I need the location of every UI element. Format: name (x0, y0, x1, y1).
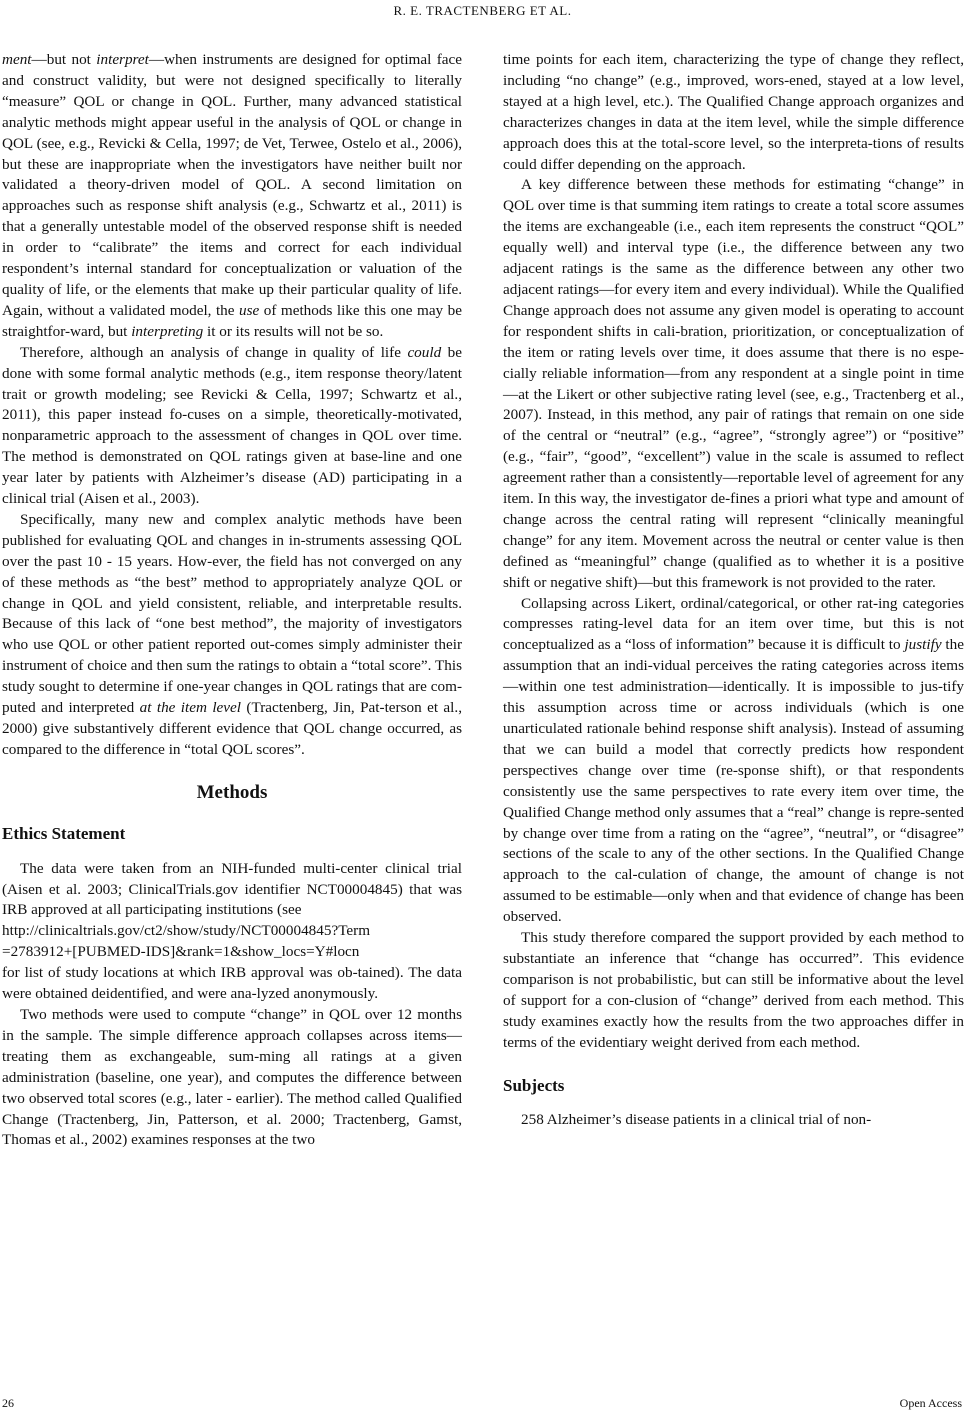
text-run: The data were taken from an NIH-funded multi-center clinical trial (Aisen et al. 2003; ClinicalTrials.gov identifier NCT00004845) that was IRB approved at all participating institutions (see (2, 859, 462, 919)
paragraph (503, 175, 964, 593)
text-run: Therefore, although an analysis of change in quality of life (20, 343, 408, 361)
text-run: of methods like this one may be straightfor-ward, but (2, 301, 462, 340)
text-run: be done with some formal analytic methods (e.g., item response theory/latent trait or growth modeling; see Revicki & Cella, 1997; Schwartz et al., 2011), this paper instead fo-cuses on a simple, theoretically-motivated, nonparametric approach to the assessment of changes in QOL over time. The method is demonstrated on QOL ratings given at base-line and one year later by patients with Alzheimer’s disease (AD) participating in a clinical trial (Aisen et al., 2003). (2, 343, 463, 508)
text-run: time points for each item, characterizing the type of change they reflect, including “no change” (e.g., improved, wors-ened, stayed at a low level, stayed at a high level, etc.). The Qualified Change approach organizes and characterizes changes in data at the item level, while the simple difference approach does this at the total-score level, so the interpreta-tions of results could differ depending on the approach. (503, 51, 964, 173)
paragraph (2, 1005, 462, 1151)
text-run: —when instruments are designed for optimal face and construct validity, but were not designed specifically to literally “measure” QOL or change in QOL. Further, many advanced statistical analytic methods might appear useful in the analysis of QOL or change in QOL (see, e.g., Revicki & Cella, 1997; de Vet, Terwee, Ostelo et al., 2006), but these are inappropriate when the investigators have neither built nor validated a theory-driven model of QOL. A second limitation on approaches such as response shift analysis (e.g., Schwartz et al., 2011) is that a generally untestable model of the observed response shift is needed in order to “calibrate” the items and correct for each individual respondent’s internal standard for conceptualization or valuation of the quality of life, or the elements that make up their particular quality of life. Again, without a validated model, the (2, 51, 462, 319)
url-text: =2783912+[PUBMED-IDS]&rank=1&show_locs=Y#locn (2, 943, 360, 961)
paragraph (503, 594, 964, 929)
paragraph (2, 963, 462, 1005)
italic-text: could (407, 343, 442, 361)
paragraph (503, 928, 964, 1053)
paragraph (2, 50, 462, 343)
subsection-heading-ethics: Ethics Statement (2, 823, 126, 843)
italic-text: use (239, 301, 260, 319)
paragraph (503, 1110, 964, 1131)
page-number: 26 (2, 1396, 14, 1410)
paragraph (503, 50, 964, 175)
text-run: Specifically, many new and complex analytic methods have been published for evaluating QOL and changes in in-struments assessing QOL over the past 10 - 15 years. How-ever, the field has not converged on any of these methods as “the best” method to appropriately analyze QOL or change in QOL and yield consistent, reliable, and interpretable results. Because of this lack of “one best method”, the majority of investigators who use QOL or other patient reported out-comes simply administer their instrument of choice and then sum the ratings to obtain a “total score”. This study sought to determine if one-year changes in QOL ratings that are com-puted and interpreted (2, 510, 462, 717)
paragraph (2, 859, 462, 922)
italic-text: at the item level (139, 699, 241, 717)
text-run: 258 Alzheimer’s disease patients in a clinical trial of non- (521, 1111, 872, 1129)
subsection-heading-subjects: Subjects (503, 1075, 565, 1095)
text-run: This study therefore compared the support provided by each method to substantiate an inference that “change has occurred”. This evidence comparison is not probabilistic, but can still be informative about the level of support for a con-clusion of “change” derived from each method. This study examines exactly how the results from the two approaches differ in terms of the evidentiary weight derived from each method. (503, 929, 964, 1051)
left-column (2, 50, 462, 1151)
section-heading-methods: Methods (196, 781, 268, 803)
journal-label: Open Access (899, 1396, 962, 1410)
italic-text: justify (904, 636, 942, 654)
text-run: for list of study locations at which IRB approval was ob-tained). The data were obtained deidentified, and were ana-lyzed anonymously. (2, 964, 462, 1003)
text-run: A key difference between these methods for estimating “change” in QOL over time is that summing item ratings to create a total score assumes the items are exchangeable (i.e., each item represents the construct “QOL” equally well) and interval type (i.e., the difference between any two adjacent ratings is the same as the difference between any other two adjacent ratings—for every item and every individual). While the Qualified Change approach does not assume any given model is operating to account for respondent shifts in cali-bration, prioritization, or conceptualization of the item or rating levels over time, it does assume that there is no espe-cially reliable information—from any respondent at a single point in time—at the Likert or other subjective rating level (see, e.g., Tractenberg et al., 2007). Instead, in this method, any pair of ratings that remain on one side of the central or “neutral” (e.g., “agree”, “strongly agree”) or “positive” (e.g., “fair”, “good”, “excellent”) value in the scale is assumed to reflect agreement rather than a consistently—reportable level of agreement for any item. In this way, the investigator de-fines a priori what type and amount of change across the central rating will represent “clinically meaningful change” for any item. Movement across the neutral or center value is then defined as “meaningful” change (qualified as to whether it is a positive shift or negative shift)—but this framework is not provided to the rater. (503, 176, 964, 591)
italic-text: interpreting (131, 322, 204, 340)
running-head: R. E. TRACTENBERG ET AL. (393, 3, 572, 18)
text-run: Two methods were used to compute “change” in QOL over 12 months in the sample. The simple difference approach collapses across items—treating them as exchangeable, sum-ming all ratings at a given administration (baseline, one year), and computes the difference between two observed total scores (e.g., later - earlier). The method called Qualified Change (Tractenberg, Jin, Patterson, et al. 2000; Tractenberg, Gamst, Thomas et al., 2002) examines responses at the two (2, 1005, 462, 1149)
url-text: http://clinicaltrials.gov/ct2/show/study/NCT00004845?Term (2, 922, 371, 940)
text-run: the assumption that an indi-vidual perceives the rating categories across items—within one test administration—identically. It is impossible to jus-tify this assumption across time or across individuals (which is one unarticulated rationale behind response shift analysis). Instead of assuming that we can build a model that correctly predicts how respondent perspectives change over time (re-sponse shift), or that respondents consistently use the same perspectives to rate every item over time, the Qualified Change method only assumes that a “real” change is repre-sented by change over time from a rating on the “agree”, “neutral”, or “disagree” sections of the scale to any of the other sections. In the Qualified Change approach to the cal-culation of change, the amount of change is not assumed to be estimable—only when and that evidence of change has been observed. (503, 636, 964, 926)
italic-text: ment (2, 51, 32, 68)
paragraph (2, 510, 462, 761)
paragraph (2, 343, 462, 510)
right-column (503, 50, 964, 1131)
text-run: it or its results will not be so. (203, 322, 384, 340)
text-run: —but not (31, 51, 97, 68)
text-run: (Tractenberg, Jin, Pat-terson et al., 2000) give substantively different evidence that QOL change occurred, as compared to the difference in “total QOL scores”. (2, 699, 462, 758)
text-run: Collapsing across Likert, ordinal/categorical, or other rat-ing categories compresses rating-level data for an item over time, but this is not conceptualized as a “loss of information” because it is difficult to (503, 594, 964, 654)
italic-text: interpret (96, 51, 149, 68)
